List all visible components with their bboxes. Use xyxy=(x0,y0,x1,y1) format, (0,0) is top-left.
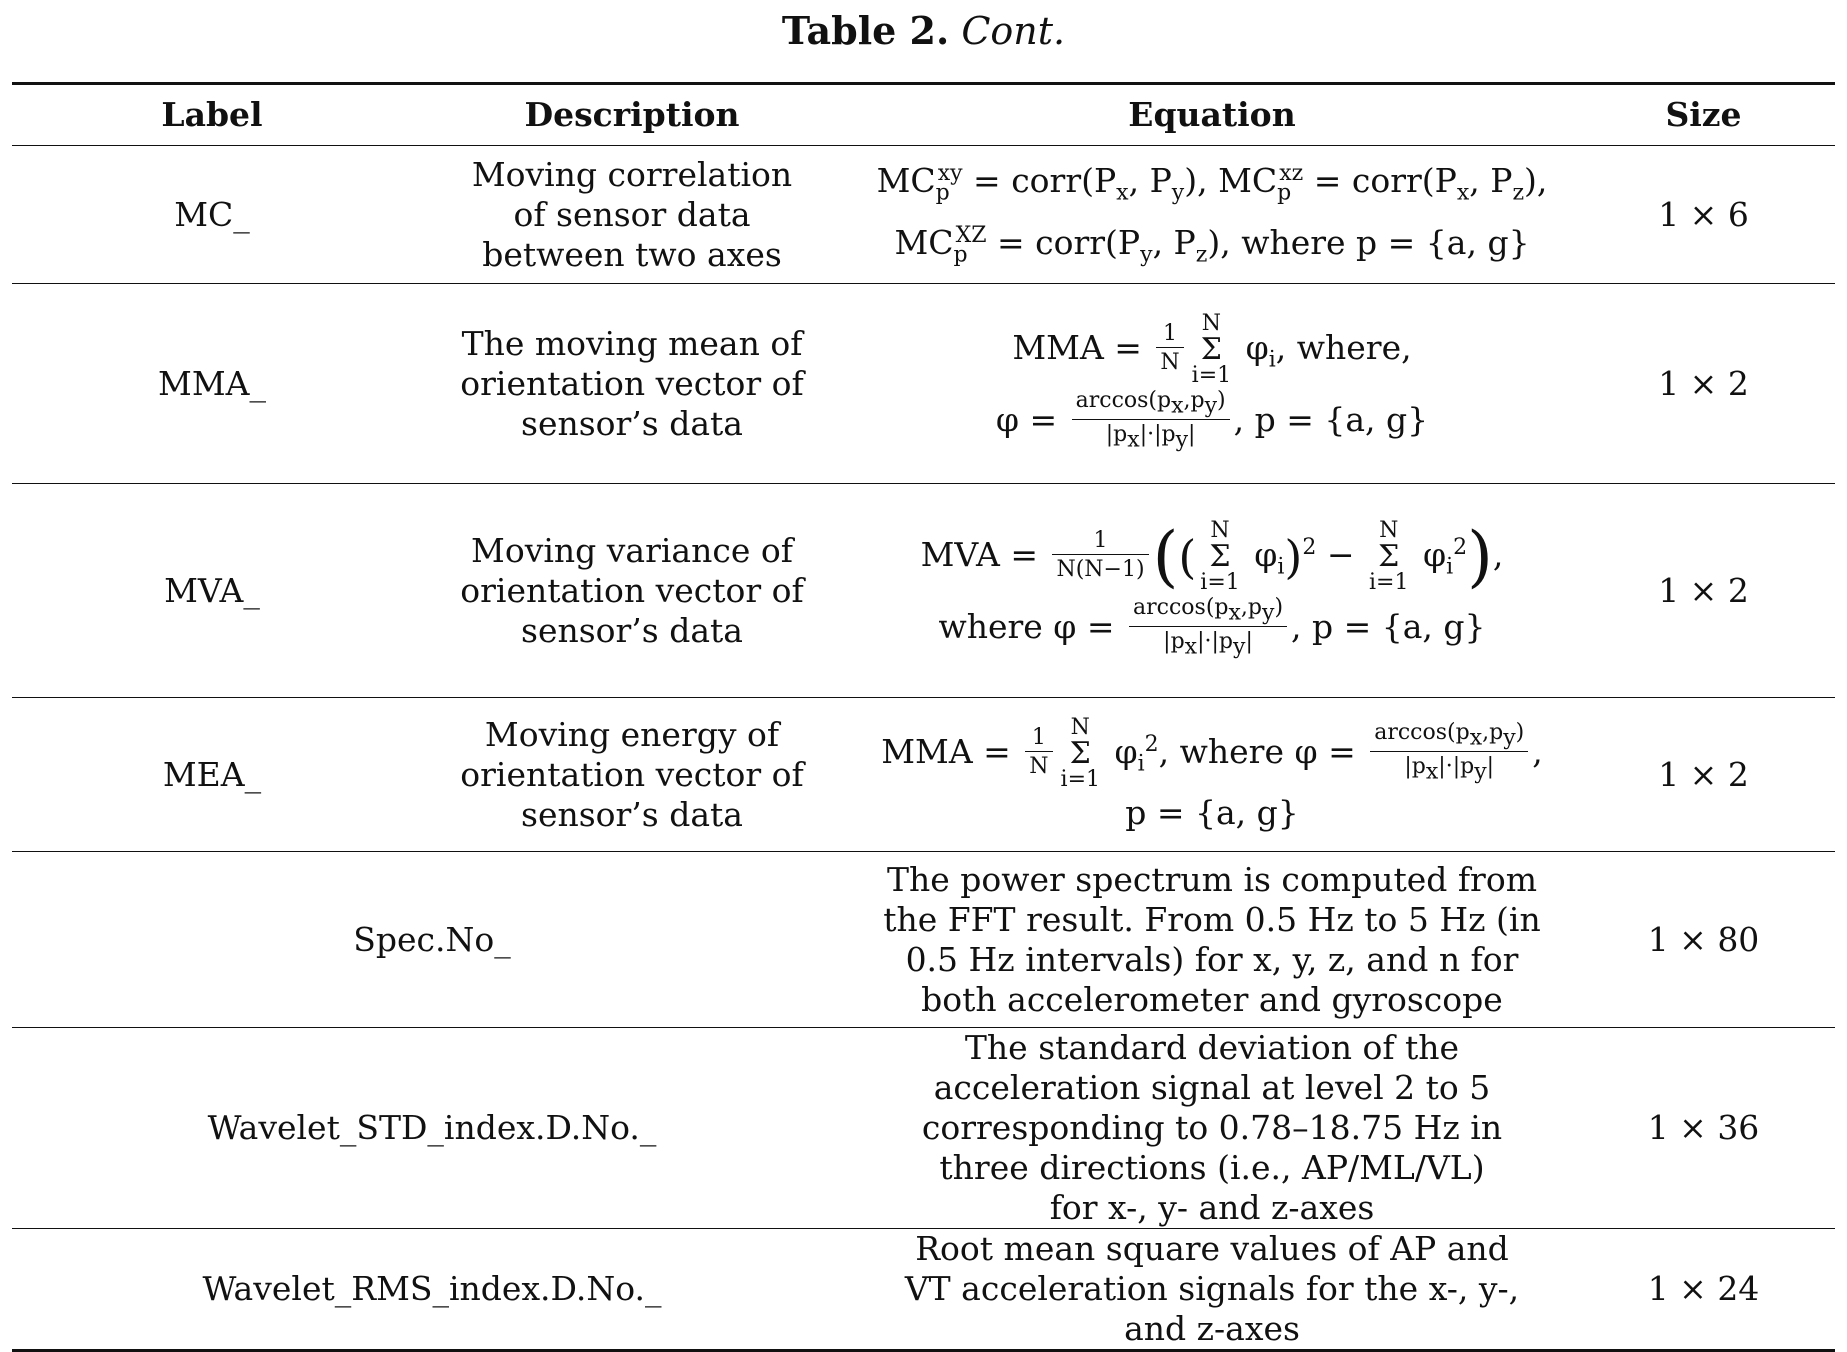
table-row xyxy=(12,698,1835,852)
table-caption-label: Table 2. xyxy=(781,8,950,53)
header-equation: Equation xyxy=(852,84,1572,146)
table-row xyxy=(12,284,1835,484)
row-size: 1 × 6 xyxy=(1572,146,1835,284)
row-size: 1 × 2 xyxy=(1572,698,1835,852)
header-description: Description xyxy=(412,84,852,146)
row-equation: $MC_p^{xy}$ = $corr(P_x$, $P_y$), $MC_p^{xz}$ = $corr(P_x$, $P_z$), $MC_p^{XZ}$ = $corr(P_y$, $P_z$), where p = {a, g} xyxy=(852,146,1572,284)
row-size: 1 × 80 xyxy=(1572,852,1835,1028)
row-label: MC_ xyxy=(12,146,412,284)
header-row xyxy=(12,84,1835,146)
header-label: Label xyxy=(12,84,412,146)
table-caption-continued: Cont. xyxy=(961,9,1066,53)
row-description: Moving variance of orientation vector of sensor’s data xyxy=(412,484,852,698)
row-description: The moving mean of orientation vector of sensor’s data xyxy=(412,284,852,484)
row-size: 1 × 2 xyxy=(1572,284,1835,484)
row-equation: MMA = $\frac{1}{N}$ N Σ i=1 $\varphi_i$, where, φ = $\frac{\arccos(p_x,p_y)}{|p_x|\cdot|p_y|}$ , p = {a, g} xyxy=(852,284,1572,484)
row-label: MMA_ xyxy=(12,284,412,484)
row-size: 1 × 24 xyxy=(1647,1269,1760,1308)
features-table xyxy=(12,82,1835,1352)
row-description: The power spectrum is computed from the FFT result. From 0.5 Hz to 5 Hz (in 0.5 Hz intervals) for x, y, z, and n for both accelerometer and gyroscope xyxy=(852,852,1572,1028)
row-description: Root mean square values of AP and VT acceleration signals for the x-, y-, and z-axes xyxy=(904,1229,1520,1348)
row-description: Moving energy of orientation vector of sensor’s data xyxy=(412,698,852,852)
row-description: Moving correlation of sensor data between two axes xyxy=(412,146,852,284)
row-label: Wavelet_STD_index.D.No._ xyxy=(12,1028,852,1229)
row-equation: MVA = $\frac{1}{N(N-1)}$ (( N Σ i=1 $\varphi_i)^2$ − N Σ i=1 $\varphi_i^2$), where φ = $\frac{\arccos(p_x,p_y)}{|p_x|\cdot|p_y|}$ , p = {a, g} xyxy=(852,484,1572,698)
row-label: Spec.No_ xyxy=(12,852,852,1028)
row-label: MEA_ xyxy=(12,698,412,852)
row-label: MVA_ xyxy=(12,484,412,698)
row-size: 1 × 2 xyxy=(1572,484,1835,698)
table-row xyxy=(12,852,1835,1028)
header-size: Size xyxy=(1572,84,1835,146)
table-row xyxy=(12,146,1835,284)
table-row xyxy=(12,1028,1835,1229)
table-row xyxy=(12,1229,1835,1351)
row-label: Wavelet_RMS_index.D.No._ xyxy=(202,1269,662,1308)
row-description: The standard deviation of the acceleration signal at level 2 to 5 corresponding to 0.78–18.75 Hz in three directions (i.e., AP/ML/VL) for x-, y- and z-axes xyxy=(852,1028,1572,1229)
row-size: 1 × 36 xyxy=(1572,1028,1835,1229)
table-caption xyxy=(0,8,1847,54)
table-row xyxy=(12,484,1835,698)
row-equation: MMA = $\frac{1}{N}$ N Σ i=1 $\varphi_i^2$, where φ = $\frac{\arccos(p_x,p_y)}{|p_x|\cdot|p_y|}$ , p = {a, g} xyxy=(852,698,1572,852)
